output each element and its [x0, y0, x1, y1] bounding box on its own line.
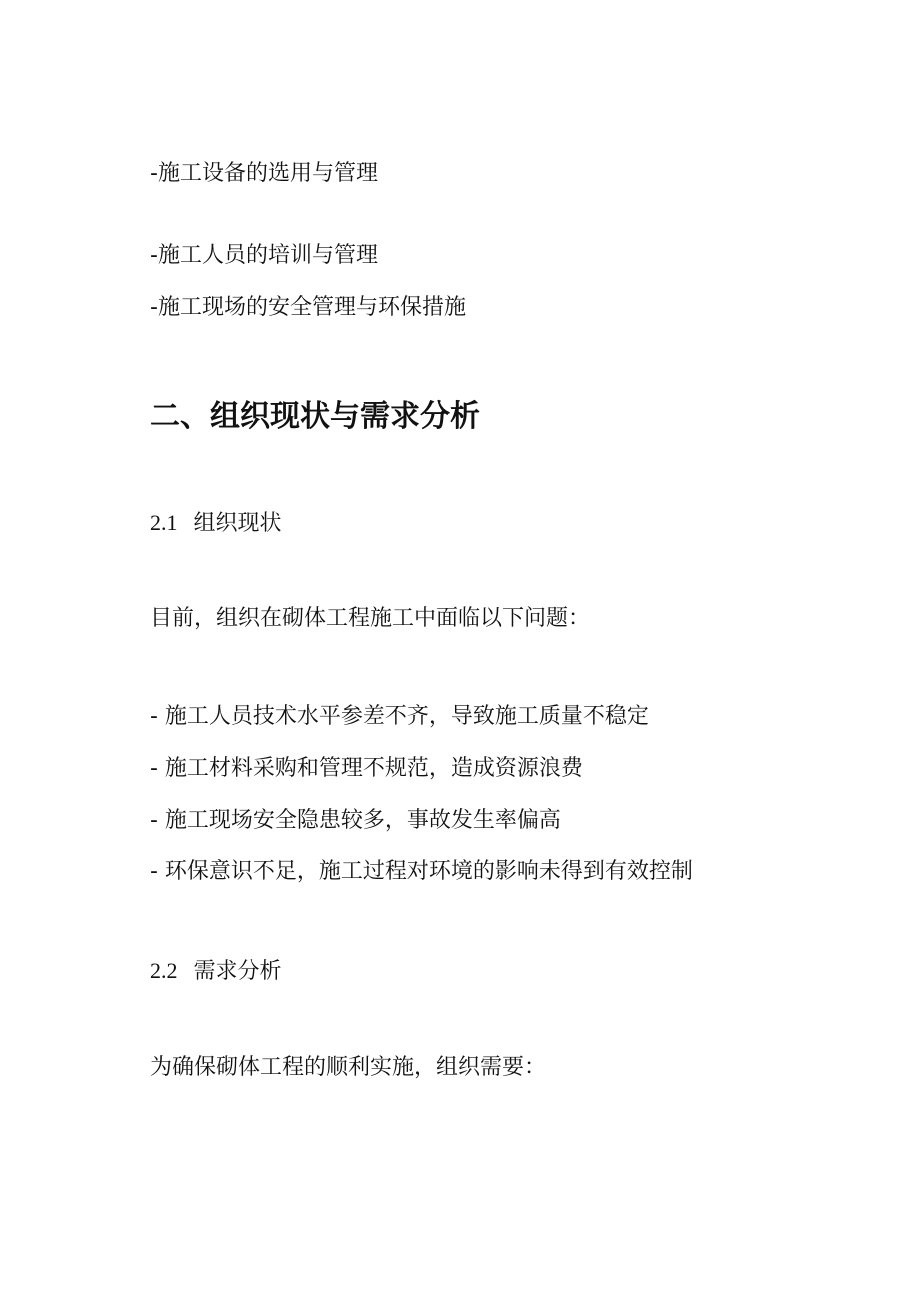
- section-heading: 二、组织现状与需求分析: [150, 399, 480, 434]
- subsection-title: 组织现状: [193, 511, 282, 536]
- list-item: - 环保意识不足，施工过程对环境的影响未得到有效控制: [150, 859, 693, 884]
- list-item: - 施工人员技术水平参差不齐，导致施工质量不稳定: [150, 704, 649, 729]
- subsection-number: 2.1: [150, 510, 178, 535]
- list-item: -施工现场的安全管理与环保措施: [150, 295, 466, 320]
- paragraph: 为确保砌体工程的顺利实施，组织需要：: [150, 1055, 547, 1080]
- list-item: - 施工材料采购和管理不规范，造成资源浪费: [150, 756, 583, 781]
- subsection-heading: [150, 512, 282, 535]
- subsection-number: 2.2: [150, 958, 178, 983]
- list-item: -施工人员的培训与管理: [150, 243, 378, 268]
- subsection-heading: [150, 960, 282, 983]
- list-item: -施工设备的选用与管理: [150, 161, 378, 186]
- paragraph: 目前，组织在砌体工程施工中面临以下问题：: [150, 606, 591, 631]
- subsection-title: 需求分析: [193, 959, 282, 984]
- list-item: - 施工现场安全隐患较多，事故发生率偏高: [150, 808, 561, 833]
